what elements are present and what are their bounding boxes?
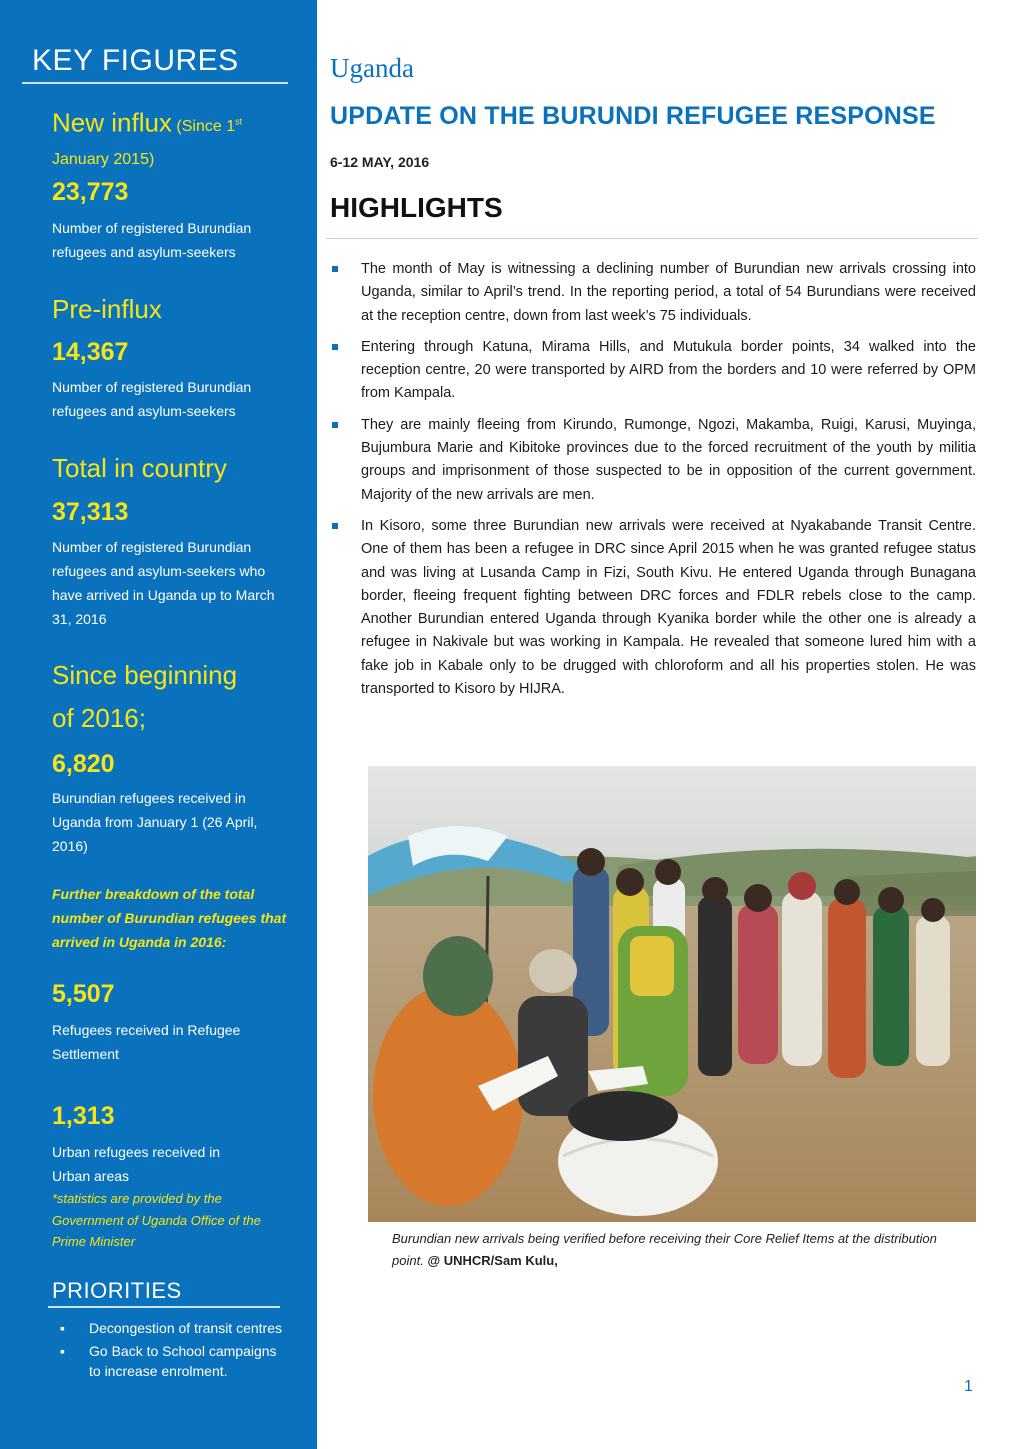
highlight-item: The month of May is witnessing a declining number of Burundian new arrivals crossing into Uganda, similar to April’s trend. In the reporting period, a total of 54 Burundians were received at the reception centre, down from last week’s 75 individuals. [330, 258, 976, 328]
bullet-square-icon [332, 523, 338, 529]
since-2016-desc: Burundian refugees received in Uganda from January 1 (26 April, 2016) [52, 790, 258, 854]
key-figures-title: KEY FIGURES [32, 44, 239, 77]
since-2016-heading-line1: Since beginning [52, 660, 238, 690]
priority-item: ▪ Go Back to School campaigns to increase enrolment. [60, 1342, 277, 1379]
total-in-country-number: 37,313 [52, 498, 129, 526]
urban-desc: Urban refugees received in Urban areas [52, 1144, 221, 1184]
total-in-country-desc: Number of registered Burundian refugees and asylum-seekers who have arrived in Uganda up to March 31, 2016 [52, 539, 275, 627]
bullet-icon: ▪ [60, 1320, 65, 1336]
stats-note: *statistics are provided by the Government of Uganda Office of the Prime Minister [52, 1191, 261, 1249]
settlement-desc: Refugees received in Refugee Settlement [52, 1022, 241, 1062]
refugee-distribution-photo [368, 766, 976, 1222]
caption-credit: @ UNHCR/Sam Kulu, [427, 1253, 558, 1268]
pre-influx-desc: Number of registered Burundian refugees and asylum-seekers [52, 379, 252, 419]
new-influx-number: 23,773 [52, 178, 129, 206]
bullet-square-icon [332, 344, 338, 350]
since-2016-number: 6,820 [52, 750, 115, 778]
key-figures-divider [22, 82, 288, 84]
priorities-divider [48, 1306, 280, 1308]
since-2016-heading-line2: of 2016; [52, 703, 146, 733]
bullet-square-icon [332, 422, 338, 428]
new-influx-note: (Since 1st [176, 117, 243, 136]
bullet-square-icon [332, 266, 338, 272]
highlights-list [330, 258, 976, 709]
breakdown-note: Further breakdown of the total number of Burundian refugees that arrived in Uganda in 2016: [52, 886, 287, 950]
country-title: Uganda [330, 53, 414, 83]
key-figures-sidebar [0, 0, 317, 1449]
highlights-title: HIGHLIGHTS [330, 192, 503, 223]
settlement-number: 5,507 [52, 980, 115, 1008]
highlights-divider [326, 238, 978, 239]
photo-caption [392, 1228, 952, 1272]
new-influx-heading: New influx [52, 107, 172, 138]
photo-illustration [368, 766, 976, 1222]
report-date: 6-12 MAY, 2016 [330, 154, 430, 170]
priority-item: ▪ Decongestion of transit centres [60, 1318, 290, 1339]
priorities-title: PRIORITIES [52, 1278, 182, 1303]
highlight-item: Entering through Katuna, Mirama Hills, and Mutukula border points, 34 walked into the reception centre, 20 were transported by AIRD from the borders and 10 were referred by OPM from Kampala. [330, 336, 976, 406]
urban-number: 1,313 [52, 1102, 115, 1130]
highlight-item: In Kisoro, some three Burundian new arrivals were received at Nyakabande Transit Centre. One of them has been a refugee in DRC since April 2015 when he was granted refugee status and was living at Lusanda Camp in Fizi, South Kivu. He entered Uganda through Bunagana border, fleeing frequent fighting between DRC forces and FDLR rebels close to the camp. Another Burundian entered Uganda through Kyanika border while the other one is already a refugee in Nakivale but was working in Kampala. He revealed that someone lured him with a fake job in Kabale only to be drugged with chloroform and all his properties stolen. He was transported to Kisoro by HIJRA. [330, 515, 976, 701]
caption-text: Burundian new arrivals being verified before receiving their Core Relief Items at the distribution point. [392, 1231, 937, 1268]
highlight-item: They are mainly fleeing from Kirundo, Rumonge, Ngozi, Makamba, Ruigi, Karusi, Muyinga, Bujumbura Marie and Kibitoke provinces due to the forced recruitment of the youth by militia groups and imprisonment of those suspected to be in opposition of the current government. Majority of the new arrivals are men. [330, 414, 976, 507]
bullet-icon: ▪ [60, 1342, 65, 1359]
page-number: 1 [964, 1378, 973, 1395]
pre-influx-number: 14,367 [52, 338, 129, 366]
report-subtitle: UPDATE ON THE BURUNDI REFUGEE RESPONSE [330, 102, 936, 130]
new-influx-block [52, 104, 302, 175]
priorities-list [60, 1318, 290, 1384]
total-in-country-heading: Total in country [52, 453, 227, 483]
new-influx-desc: Number of registered Burundian refugees and asylum-seekers [52, 220, 252, 260]
pre-influx-heading: Pre-influx [52, 294, 162, 324]
new-influx-note-line2: January 2015) [52, 151, 155, 169]
